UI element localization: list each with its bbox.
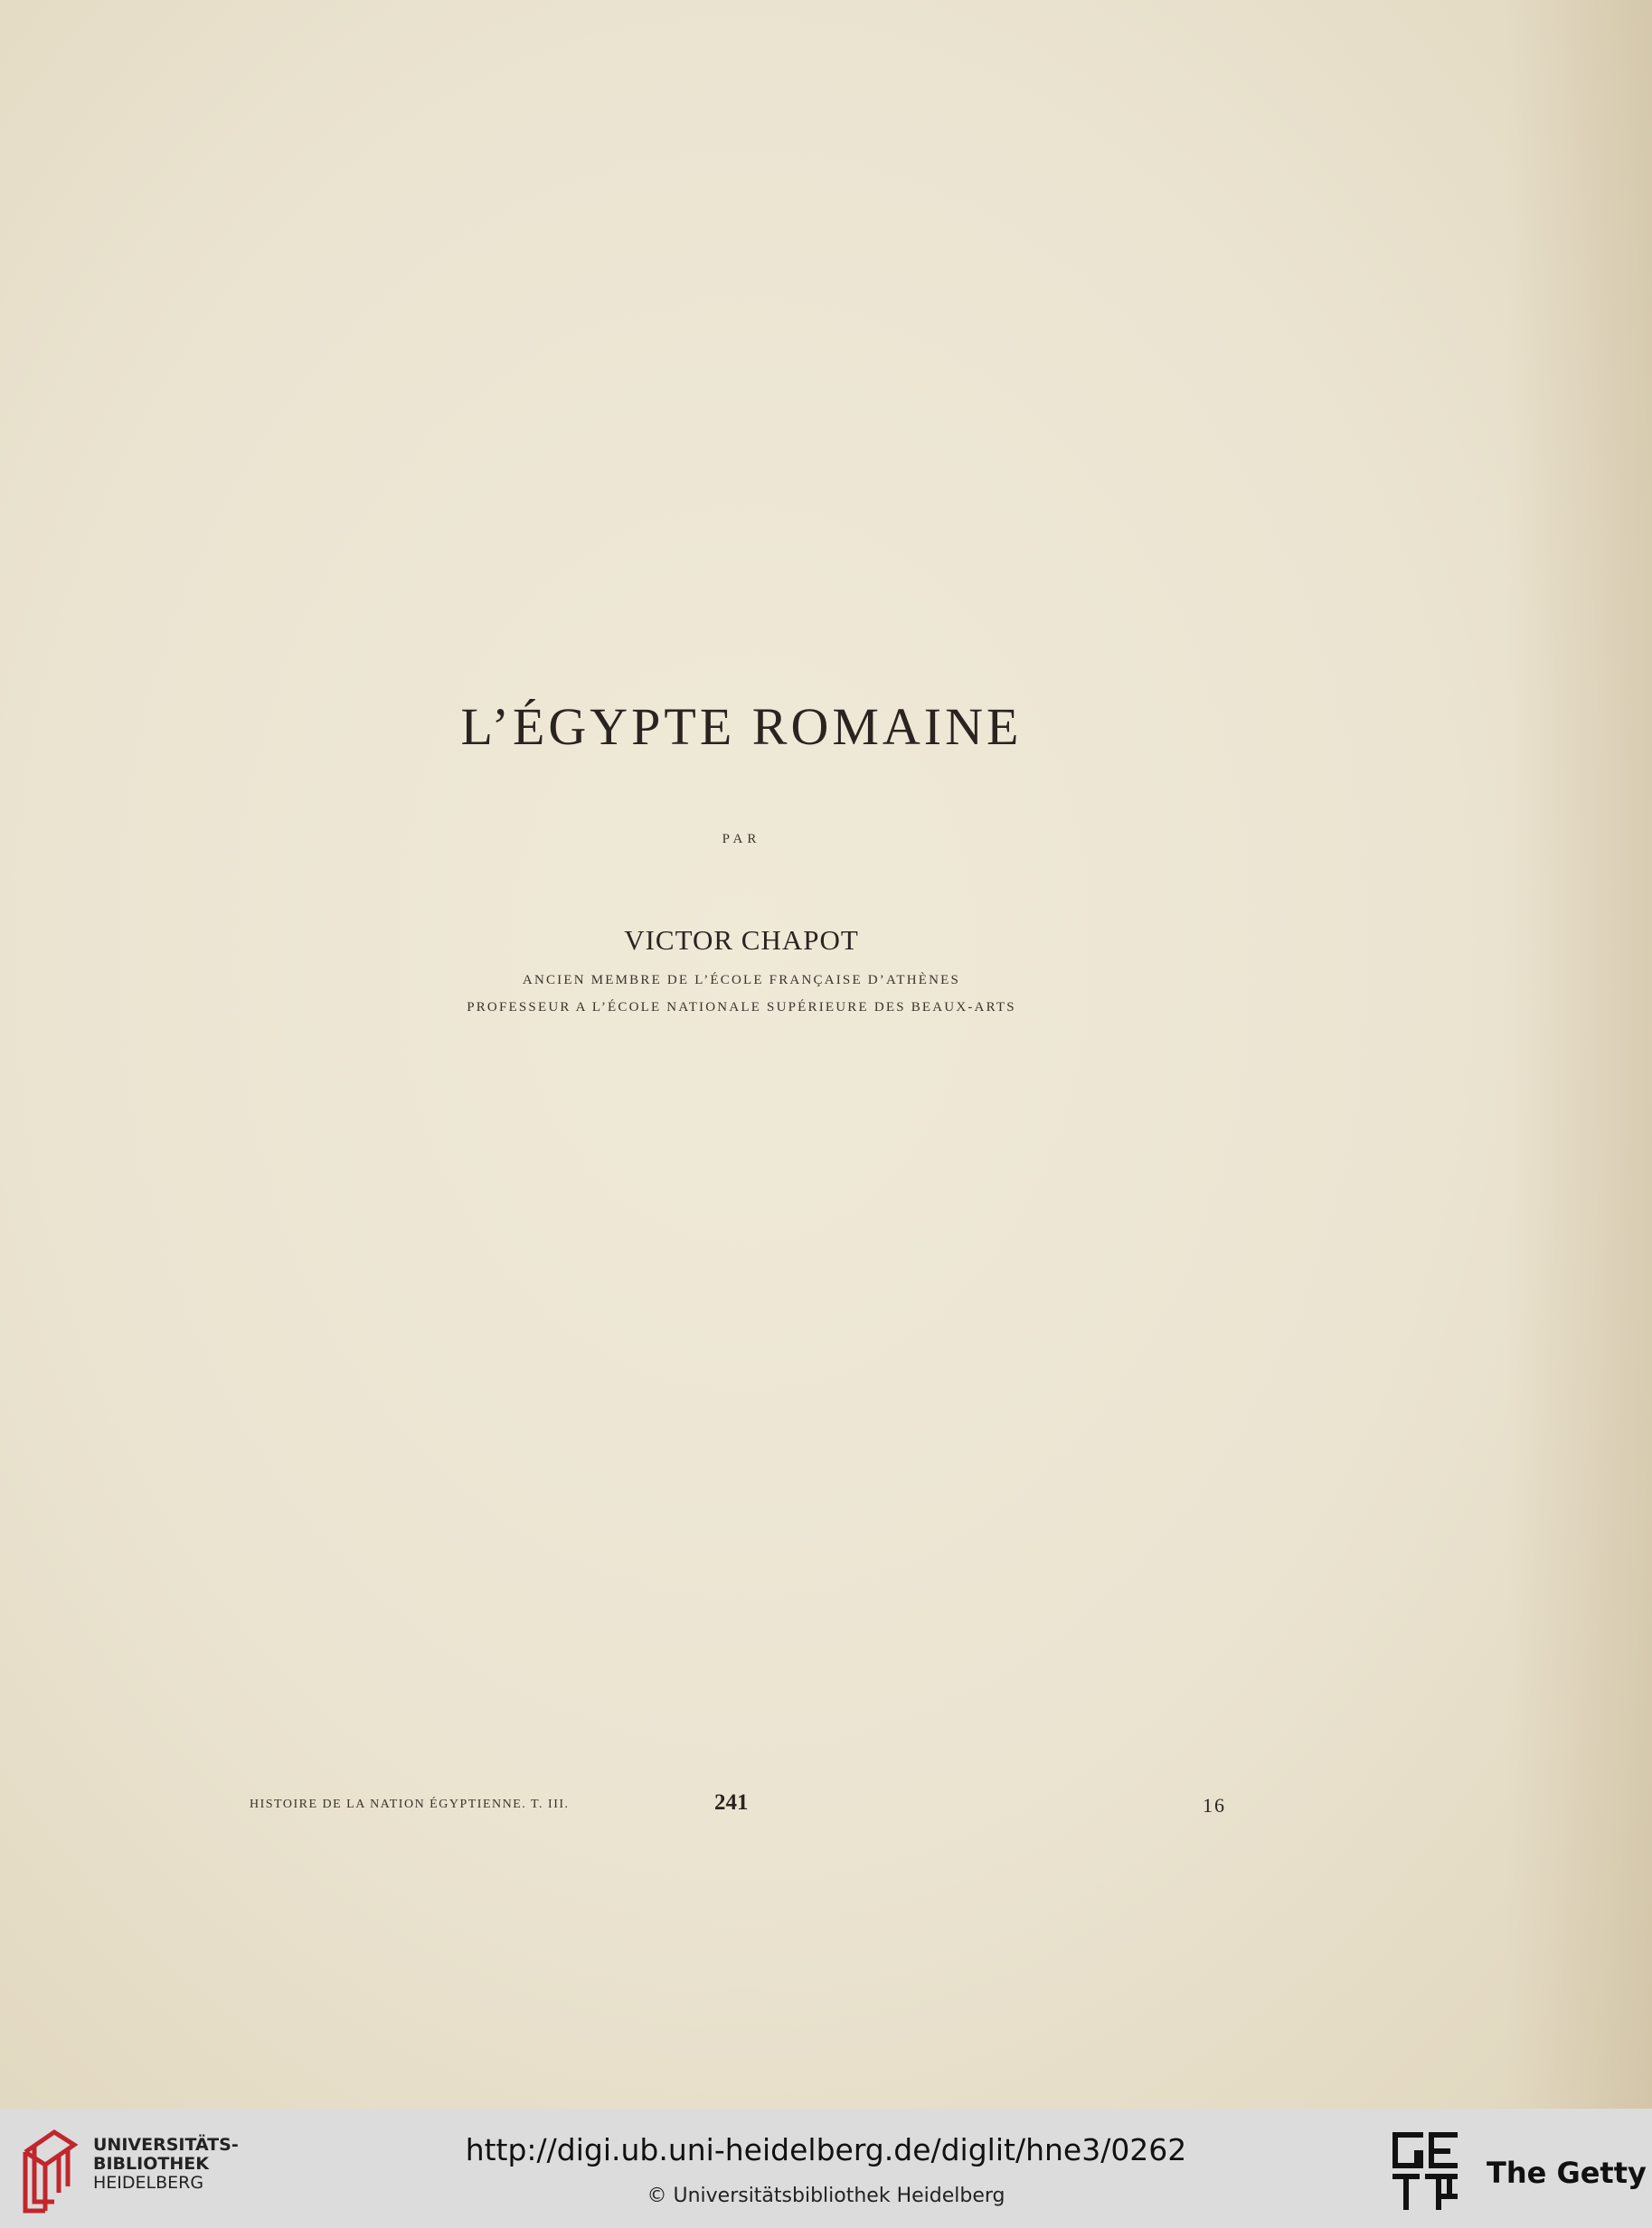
page-number: 241 [714,1790,749,1815]
permalink-url[interactable]: http://digi.ub.uni-heidelberg.de/diglit/hne3/0262 [465,2132,1187,2167]
by-label: PAR [722,832,761,846]
getty-label: The Getty [1487,2156,1647,2190]
author-affiliation-2: PROFESSEUR A L’ÉCOLE NATIONALE SUPÉRIEURE DES BEAUX-ARTS [467,1000,1016,1015]
signature-mark: 16 [1203,1794,1226,1817]
running-footer: HISTOIRE DE LA NATION ÉGYPTIENNE. T. III. [250,1798,570,1811]
page-title: L’ÉGYPTE ROMAINE [460,697,1023,756]
getty-logo-icon [1391,2130,1459,2215]
library-name: UNIVERSITÄTS- BIBLIOTHEK HEIDELBERG [93,2135,239,2193]
viewer-footer-bar [0,2109,1652,2228]
author-affiliation-1: ANCIEN MEMBRE DE L’ÉCOLE FRANÇAISE D’ATHÈNES [522,973,961,987]
copyright-notice: © Universitätsbibliothek Heidelberg [647,2185,1005,2207]
author-name: VICTOR CHAPOT [624,924,859,956]
